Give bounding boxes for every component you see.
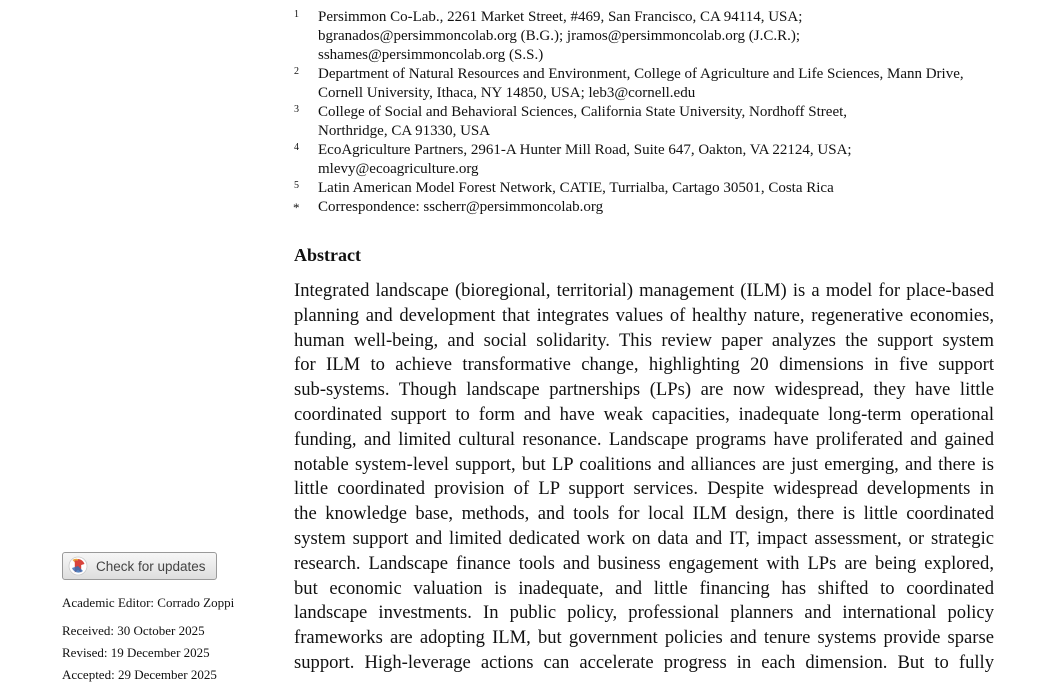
abstract-line: research. Landscape finance tools and business engagement with LPs are being explored, xyxy=(294,552,994,574)
abstract-line: human well-being, and social solidarity. This review paper analyzes the support system xyxy=(294,329,994,351)
abstract-line: Integrated landscape (bioregional, territorial) management (ILM) is a model for place-based xyxy=(294,280,994,301)
abstract-line: system support and limited dedicated work on data and IT, impact assessment, or strategic xyxy=(294,527,994,549)
affiliation-line: Northridge, CA 91330, USA xyxy=(318,123,491,139)
abstract-line: frameworks are adopting ILM, but government policies and tenure systems provide sparse xyxy=(294,627,994,649)
abstract-line: landscape investments. In public policy, professional planners and international policy xyxy=(294,602,994,624)
received-date: Received: 30 October 2025 xyxy=(62,623,205,638)
affiliation-line: Persimmon Co-Lab., 2261 Market Street, #469, San Francisco, CA 94114, USA; xyxy=(318,9,803,25)
bookmark-check-icon xyxy=(68,556,88,576)
affiliation-line: Latin American Model Forest Network, CATIE, Turrialba, Cartago 30501, Costa Rica xyxy=(318,180,834,196)
abstract-line: notable system-level support, but LP coalitions and alliances are just emerging, and there is xyxy=(294,453,994,475)
abstract-line: sub-systems. Though landscape partnerships (LPs) are now widespread, they have little xyxy=(294,379,994,401)
affiliation-2 xyxy=(292,65,1012,103)
affiliation-line: EcoAgriculture Partners, 2961-A Hunter Mill Road, Suite 647, Oakton, VA 22124, USA; xyxy=(318,142,852,158)
affiliation-line: bgranados@persimmoncolab.org (B.G.); jramos@persimmoncolab.org (J.C.R.); xyxy=(318,28,800,44)
correspondence-marker: * xyxy=(293,200,300,215)
abstract-line: funding, and limited cultural resonance. Landscape programs have proliferated and gained xyxy=(294,428,994,450)
affiliation-marker: 5 xyxy=(294,180,299,191)
affiliation-marker: 3 xyxy=(294,104,299,115)
affiliation-line: College of Social and Behavioral Sciences, California State University, Nordhoff Street, xyxy=(318,104,848,120)
abstract-line: but economic valuation is inadequate, and little financing has shifted to coordinated xyxy=(294,577,994,599)
affiliation-3 xyxy=(292,103,1012,141)
affiliations-list xyxy=(292,8,1012,217)
accepted-date: Accepted: 29 December 2025 xyxy=(62,667,217,682)
check-for-updates-label: Check for updates xyxy=(96,558,206,574)
revised-date: Revised: 19 December 2025 xyxy=(62,645,210,660)
affiliation-marker: 2 xyxy=(294,66,299,77)
correspondence-line: Correspondence: sscherr@persimmoncolab.org xyxy=(318,199,604,215)
affiliation-4 xyxy=(292,141,1012,179)
abstract-line: for ILM to achieve transformative change, highlighting 20 dimensions in five support xyxy=(294,354,994,376)
abstract-line: little coordinated provision of LP support services. Despite widespread developments in xyxy=(294,478,994,500)
affiliation-5 xyxy=(292,179,1012,198)
academic-editor: Academic Editor: Corrado Zoppi xyxy=(62,595,235,610)
affiliation-1 xyxy=(292,8,1012,65)
abstract-line: support. High-leverage actions can accelerate progress in each dimension. But to fully xyxy=(294,651,994,673)
abstract-body xyxy=(294,279,994,676)
affiliation-line: sshames@persimmoncolab.org (S.S.) xyxy=(318,47,544,63)
affiliation-line: Department of Natural Resources and Environment, College of Agriculture and Life Sciences, Mann Drive, xyxy=(318,66,964,82)
abstract-line: planning and development that integrates values of healthy nature, regenerative economies, xyxy=(294,304,994,326)
abstract-line: coordinated support to form and have weak capacities, inadequate long-term operational xyxy=(294,403,994,425)
affiliation-line: mlevy@ecoagriculture.org xyxy=(318,161,479,177)
affiliation-line: Cornell University, Ithaca, NY 14850, USA; leb3@cornell.edu xyxy=(318,85,696,101)
correspondence xyxy=(292,198,1012,217)
affiliation-marker: 1 xyxy=(294,9,299,20)
abstract-heading: Abstract xyxy=(294,245,361,265)
affiliation-marker: 4 xyxy=(294,142,299,153)
check-for-updates-button[interactable] xyxy=(62,552,217,580)
abstract-line: the knowledge base, methods, and tools for local ILM design, there is little coordinated xyxy=(294,503,994,525)
